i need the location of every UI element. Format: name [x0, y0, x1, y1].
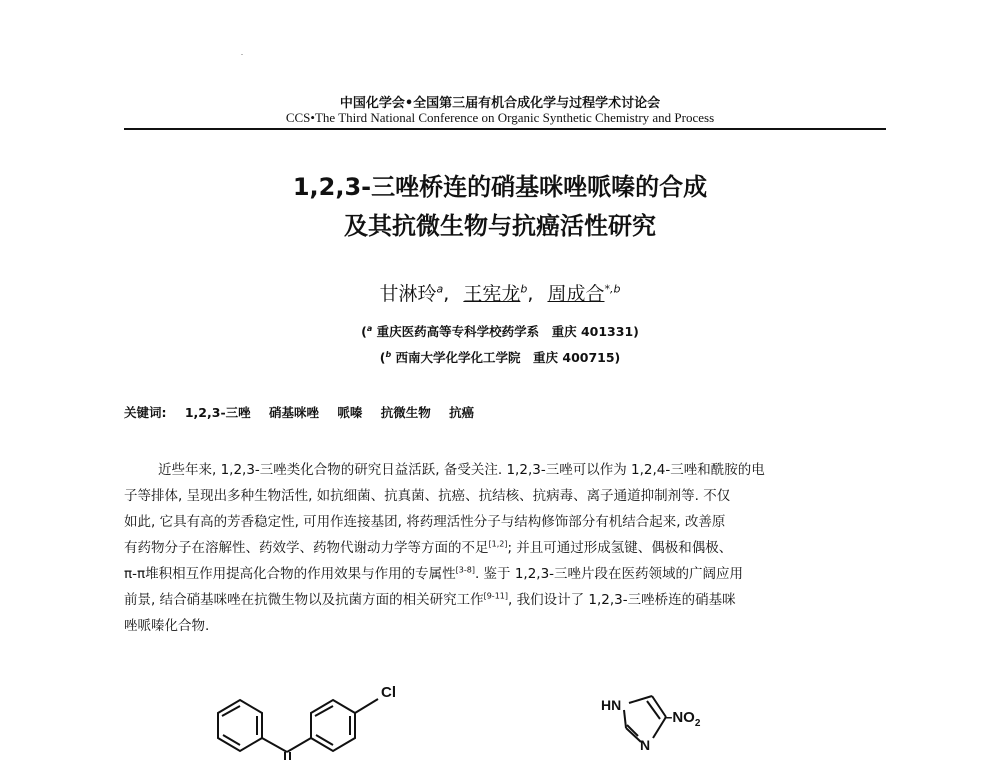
bond [262, 738, 287, 752]
author-name: 周成合 [547, 283, 605, 305]
bond [287, 738, 311, 752]
author-separator: , [527, 283, 534, 305]
body-text: . 鉴于 1,2,3-三唑片段在医药领域的广阔应用 [474, 566, 744, 582]
affil-mark: a [366, 323, 373, 333]
affil-text: 重庆医药高等专科学校药学系 重庆 401331) [372, 324, 639, 339]
chlorine-label: Cl [381, 684, 396, 701]
author-affil-mark: a [436, 282, 444, 296]
keyword: 硝基咪唑 [269, 405, 320, 420]
affil-mark: b [385, 349, 392, 359]
affiliation-b: ($^b$ 西南大学化学化工学院 重庆 400715) [379, 349, 621, 365]
body-line: 唑哌嗪化合物. [124, 618, 210, 634]
body-line: 子等排体, 呈现出多种生物活性, 如抗细菌、抗真菌、抗癌、抗结核、抗病毒、离子通道抑制剂等. 不仅 [124, 488, 731, 504]
body-text: 前景, 结合硝基咪唑在抗微生物以及抗菌方面的相关研究工作 [124, 592, 484, 608]
keywords-label: 关键词: [124, 405, 167, 420]
keyword: 1,2,3-三唑 [184, 405, 251, 420]
conference-name-zh: 中国化学会•全国第三届有机合成化学与过程学术讨论会 [339, 96, 661, 111]
nh-label: HN [601, 697, 622, 713]
citation: [3-8] [455, 565, 475, 575]
author-name: 王宪龙 [463, 283, 521, 305]
chlorobenzophenone-structure [218, 699, 378, 760]
affil-text: 西南大学化学化工学院 重庆 400715) [391, 350, 621, 365]
body-text: , 我们设计了 1,2,3-三唑桥连的硝基咪 [508, 592, 736, 608]
author-separator: , [443, 283, 450, 305]
ring-double-bond [222, 706, 240, 716]
bond [624, 710, 626, 728]
phenyl-ring-left [218, 700, 262, 751]
phenyl-ring-right [311, 700, 355, 751]
author-name: 甘淋玲 [379, 283, 437, 305]
keyword: 哌嗪 [337, 405, 363, 420]
n-label: N [640, 737, 651, 753]
citation: [9-11] [483, 591, 508, 601]
keyword: 抗癌 [449, 405, 475, 420]
body-line: 近些年来, 1,2,3-三唑类化合物的研究日益活跃, 备受关注. 1,2,3-三唑可以作为 1,2,4-三唑和酰胺的电 [158, 462, 765, 478]
body-text: π-π堆积相互作用提高化合物的作用效果与作用的专属性 [124, 566, 456, 582]
nitroimidazole-structure [624, 696, 666, 742]
author-affil-mark: b [520, 282, 528, 296]
affiliation-a: ($^a$ 重庆医药高等专科学校药学系 重庆 401331) [361, 323, 639, 339]
author-affil-mark: *,b [604, 282, 621, 296]
nitro-text: –NO [664, 709, 695, 726]
body-text: ; 并且可通过形成氢键、偶极和偶极、 [507, 540, 733, 556]
c-cl-bond [355, 699, 378, 713]
paper-title-line2: 及其抗微生物与抗癌活性研究 [344, 212, 656, 240]
nitro-subscript: 2 [694, 718, 701, 729]
conference-name-en: CCS•The Third National Conference on Organic Synthetic Chemistry and Process [285, 110, 715, 125]
nitro-label [664, 709, 701, 729]
citation: [1,2] [488, 539, 508, 549]
body-text: 有药物分子在溶解性、药效学、药物代谢动力学等方面的不足 [124, 540, 489, 556]
body-line: 如此, 它具有高的芳香稳定性, 可用作连接基团, 将药理活性分子与结构修饰部分有机结合起来, 改善原 [124, 514, 726, 530]
ring-double-bond [315, 706, 333, 716]
keyword: 抗微生物 [380, 405, 431, 420]
paper-title-line1: 1,2,3-三唑桥连的硝基咪唑哌嗪的合成 [292, 173, 708, 201]
